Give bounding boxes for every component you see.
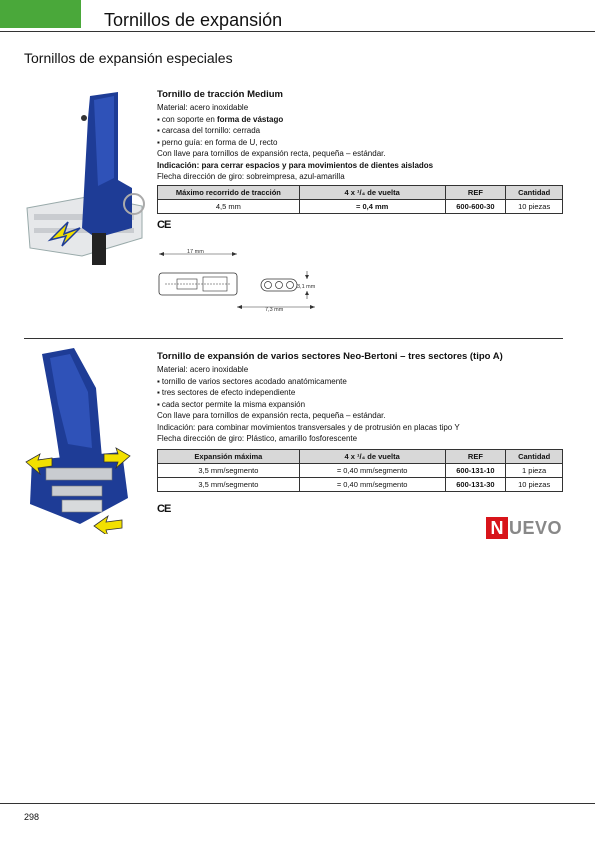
table-row [158,463,563,477]
key-info: Con llave para tornillos de expansión recta, pequeña – estándar. [157,149,386,158]
feature-list [157,114,563,149]
indication: Indicación: para combinar movimientos transversales y de protrusión en placas tipo Y [157,422,460,432]
page-number: 298 [24,812,40,822]
spec-table [157,449,563,492]
feature-item: ▪ cada sector permite la misma expansión [157,399,563,411]
feature-item: ▪ tornillo de varios sectores acodado anatómicamente [157,376,563,388]
feature-list [157,376,563,411]
table-row [158,199,563,213]
feature-item: ▪ perno guía: en forma de U, recto [157,137,563,149]
new-badge [486,517,562,539]
table-cell: 4,5 mm [158,199,300,213]
table-cell: = 0,40 mm/segmento [299,477,445,491]
width-dimension: 7,3 mm [265,307,284,313]
product-material: Material: acero inoxidable [157,103,249,112]
column-header: Cantidad [506,185,563,199]
new-badge-text: UEVO [509,517,563,538]
header-divider [0,31,595,32]
column-header: REF [445,185,506,199]
table-cell: 3,5 mm/segmento [158,463,300,477]
feature-item: ▪ carcasa del tornillo: cerrada [157,125,563,137]
column-header: Cantidad [506,449,563,463]
key-info: Con llave para tornillos de expansión recta, pequeña – estándar. [157,411,386,420]
arrow-info: Flecha dirección de giro: Plástico, amarillo fosforescente [157,434,358,443]
traction-screw-image [22,88,150,270]
table-cell: 1 pieza [506,463,563,477]
length-dimension: 17 mm [187,249,204,255]
table-cell: 10 piezas [506,199,563,213]
new-badge-initial: N [486,517,508,539]
table-cell: 600-131-10 [445,463,506,477]
page-title: Tornillos de expansión [104,10,283,30]
spec-table [157,185,563,214]
header-accent-block [0,0,81,28]
product-multi-sector-screw [157,351,563,515]
product-title: Tornillo de expansión de varios sectores Neo-Bertoni – tres sectores (tipo A) [157,351,503,362]
indication: Indicación: para cerrar espacios y para movimientos de dientes aislados [157,160,434,170]
table-cell: 600-600-30 [445,199,506,213]
section-title: Tornillos de expansión especiales [24,50,233,66]
product-material: Material: acero inoxidable [157,365,249,374]
arrow-info: Flecha dirección de giro: sobreimpresa, azul-amarilla [157,172,345,181]
section-divider [24,338,563,339]
column-header: Máximo recorrido de tracción [158,185,300,199]
table-cell: = 0,40 mm/segmento [299,463,445,477]
ce-mark: CE [157,502,171,515]
table-header-row [158,449,563,463]
table-cell: 3,5 mm/segmento [158,477,300,491]
table-cell: = 0,4 mm [299,199,445,213]
column-header: 4 x ¹/₄ de vuelta [299,449,445,463]
feature-item: ▪ con soporte en forma de vástago [157,114,563,126]
ce-mark: CE [157,218,171,231]
product-traction-screw [157,89,563,231]
column-header: REF [445,449,506,463]
feature-item: ▪ tres sectores de efecto independiente [157,387,563,399]
product-title: Tornillo de tracción Medium [157,89,283,100]
column-header: Expansión máxima [158,449,300,463]
table-row [158,477,563,491]
table-header-row [158,185,563,199]
height-dimension: 3,1 mm [297,284,316,290]
multi-sector-screw-image [22,348,134,534]
table-cell: 600-131-30 [445,477,506,491]
footer-divider [0,803,595,804]
column-header: 4 x ¹/₄ de vuelta [299,185,445,199]
dimension-drawing [155,249,325,315]
table-cell: 10 piezas [506,477,563,491]
